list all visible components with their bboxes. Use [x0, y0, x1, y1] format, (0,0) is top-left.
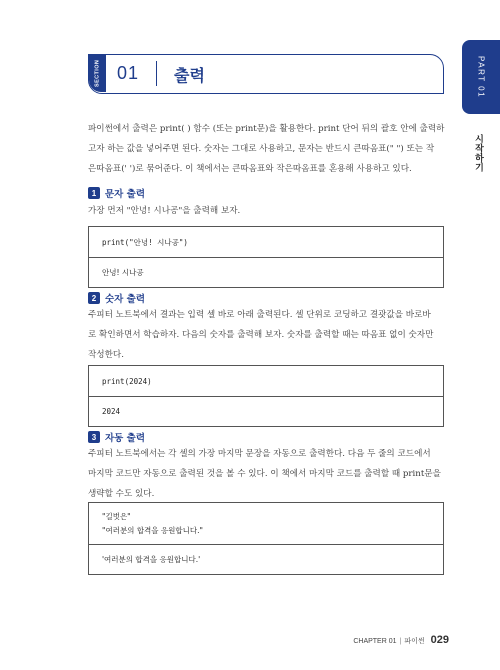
intro-line: 고자 하는 값을 넣어주면 된다. 숫자는 그대로 사용하고, 문자는 반드시 큰따옴표(" ") 또는 작 — [88, 144, 435, 154]
subsection-title: 숫자 출력 — [105, 294, 146, 305]
code-input: print(2024) — [102, 376, 152, 386]
intro-line: 파이썬에서 출력은 print( ) 함수 (또는 print문)을 활용한다. print 단어 뒤의 괄호 안에 출력하 — [88, 124, 445, 134]
subsection-1-text — [88, 201, 446, 221]
section-divider — [156, 61, 157, 86]
body-line: 주피터 노트북에서는 각 셀의 가장 마지막 문장을 자동으로 출력한다. 다음 두 줄의 코드에서 — [88, 449, 431, 459]
part-tab — [462, 40, 500, 114]
subsection-title: 자동 출력 — [105, 433, 146, 444]
code-block-1 — [88, 226, 444, 288]
section-tag — [89, 55, 106, 92]
code-line: "길벗은" — [102, 512, 131, 521]
footer-chapter: CHAPTER 01 — [353, 638, 397, 645]
subsection-title: 문자 출력 — [105, 189, 146, 200]
code-output: '여러분의 합격을 응원합니다.' — [89, 544, 443, 574]
code-input: print("안녕! 시나공") — [102, 237, 188, 247]
body-line: 주피터 노트북에서 결과는 입력 셀 바로 아래 출력된다. 셀 단위로 코딩하고 결괏값을 바로바 — [88, 310, 431, 320]
subsection-2-text — [88, 305, 446, 365]
subsection-number-badge: 2 — [88, 292, 100, 304]
side-chapter-label: 시작하기 — [473, 134, 483, 172]
subsection-3-text — [88, 444, 446, 504]
code-block-3 — [88, 502, 444, 575]
body-line: 로 확인하면서 학습하자. 다음의 숫자를 출력해 보자. 숫자를 출력할 때는 따옴표 없이 숫자만 — [88, 330, 434, 340]
code-output: 2024 — [89, 396, 443, 426]
section-tag-label: SECTION — [94, 59, 101, 88]
page-number: 029 — [430, 634, 449, 646]
subsection-heading-3 — [88, 430, 145, 444]
subsection-number-badge: 3 — [88, 431, 100, 443]
code-block-2 — [88, 365, 444, 427]
intro-paragraph — [88, 119, 446, 179]
subsection-heading-2 — [88, 291, 145, 305]
section-header — [88, 54, 444, 94]
part-tab-label: PART 01 — [476, 55, 486, 99]
footer-separator: | — [399, 638, 402, 645]
page-footer — [353, 634, 449, 646]
body-line: 작성한다. — [88, 350, 124, 360]
section-title: 출력 — [174, 66, 205, 85]
body-line: 마지막 코드만 자동으로 출력된 것을 볼 수 있다. 이 책에서 마지막 코드를 출력할 때 print문을 — [88, 469, 441, 479]
intro-line: 은따옴표(' ')로 묶어준다. 이 책에서는 큰따옴표와 작은따옴표를 혼용해 사용하고 있다. — [88, 164, 412, 174]
code-input — [89, 503, 443, 544]
footer-chapter-name: 파이썬 — [404, 637, 425, 645]
section-number: 01 — [117, 63, 140, 83]
code-output: 안녕! 시나공 — [89, 257, 443, 287]
body-line: 가장 먼저 "안녕! 시나공"을 출력해 보자. — [88, 206, 241, 216]
subsection-number-badge: 1 — [88, 187, 100, 199]
code-line: "여러분의 합격을 응원합니다." — [102, 526, 203, 535]
body-line: 생략할 수도 있다. — [88, 489, 155, 499]
subsection-heading-1 — [88, 186, 145, 200]
